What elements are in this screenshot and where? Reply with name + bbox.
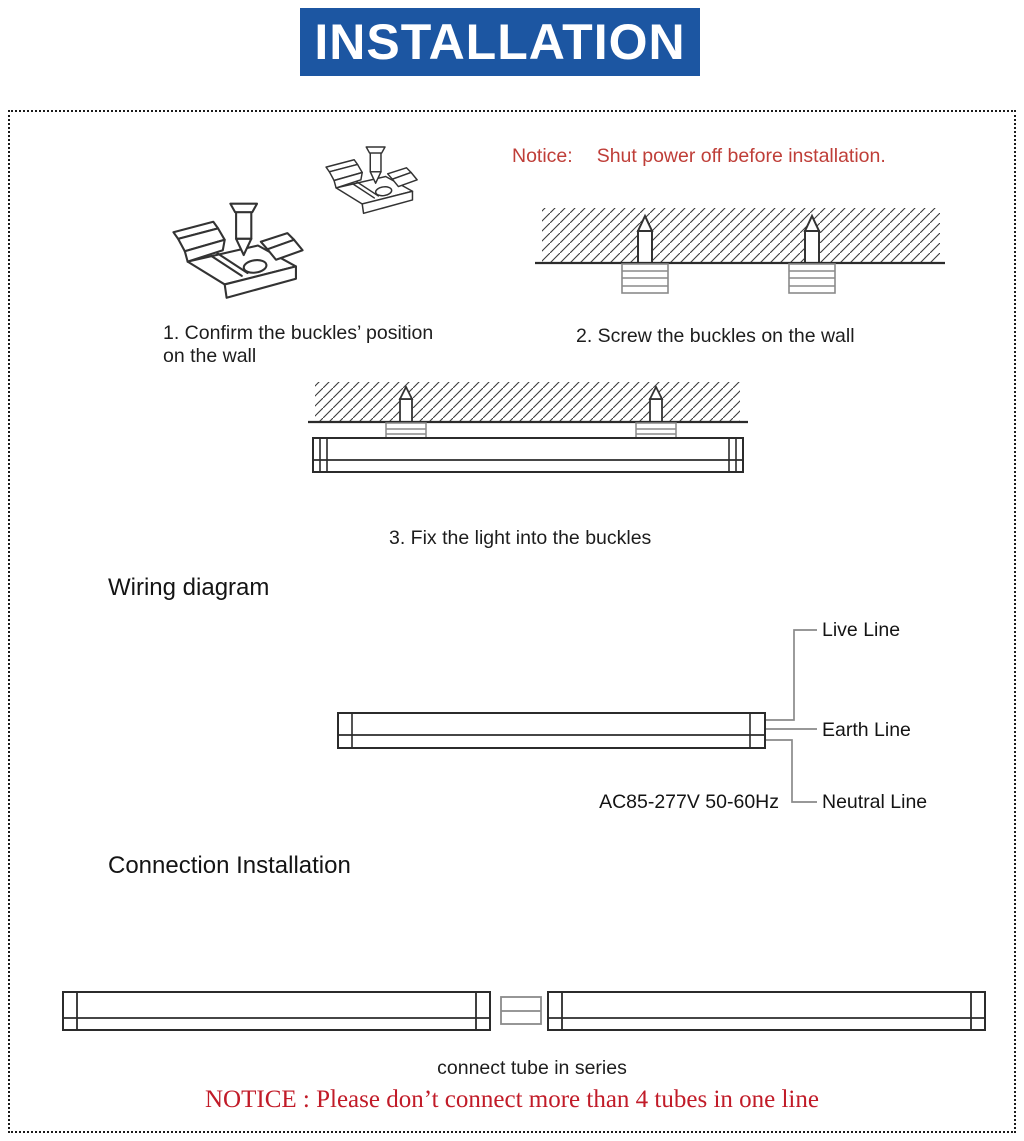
- buckle-clip-large: [173, 204, 302, 298]
- buckle-stack: [622, 264, 668, 293]
- buckle-clips-illustration: [150, 138, 440, 323]
- buckle-clip-small: [326, 147, 417, 213]
- max-tubes-warning: NOTICE : Please don’t connect more than 4 tubes in one line: [205, 1086, 819, 1113]
- tube-light-left: [63, 992, 490, 1030]
- title-banner: [300, 8, 700, 76]
- notice-label: Notice:: [512, 145, 573, 167]
- live-wire: [765, 630, 817, 720]
- tube-light: [338, 713, 765, 748]
- tube-light: [313, 438, 743, 472]
- step1-caption: [163, 322, 433, 368]
- step2-caption: 2. Screw the buckles on the wall: [576, 325, 855, 347]
- fix-light-drawing: [303, 378, 753, 478]
- series-connector: [501, 997, 541, 1024]
- wires: [765, 630, 817, 802]
- buckle-clips-drawing: [150, 138, 440, 323]
- page-title: INSTALLATION: [314, 14, 686, 70]
- connection-illustration: [55, 985, 990, 1040]
- connection-heading: Connection Installation: [108, 852, 351, 879]
- step1-caption-line1: 1. Confirm the buckles’ position: [163, 322, 434, 344]
- voltage-label: AC85-277V 50-60Hz: [599, 791, 779, 813]
- live-line-label: Live Line: [822, 619, 901, 641]
- power-off-notice: [512, 145, 886, 168]
- series-caption: connect tube in series: [437, 1057, 627, 1079]
- wall-screws-drawing: [530, 203, 950, 298]
- earth-line-label: Earth Line: [822, 719, 911, 741]
- tube-light-right: [548, 992, 985, 1030]
- notice-message: Shut power off before installation.: [596, 145, 886, 167]
- wall-hatch: [315, 382, 740, 422]
- wiring-heading: Wiring diagram: [108, 574, 270, 601]
- wall-screws-illustration: [530, 203, 950, 298]
- buckle-stack: [789, 264, 835, 293]
- wall-hatch: [542, 208, 940, 263]
- step3-caption: 3. Fix the light into the buckles: [389, 527, 652, 549]
- step1-caption-line2: on the wall: [163, 345, 257, 367]
- connection-drawing: [55, 985, 990, 1040]
- wiring-illustration: [335, 615, 820, 815]
- wiring-drawing: [335, 615, 820, 815]
- fix-light-illustration: [303, 378, 753, 478]
- neutral-line-label: Neutral Line: [822, 791, 928, 813]
